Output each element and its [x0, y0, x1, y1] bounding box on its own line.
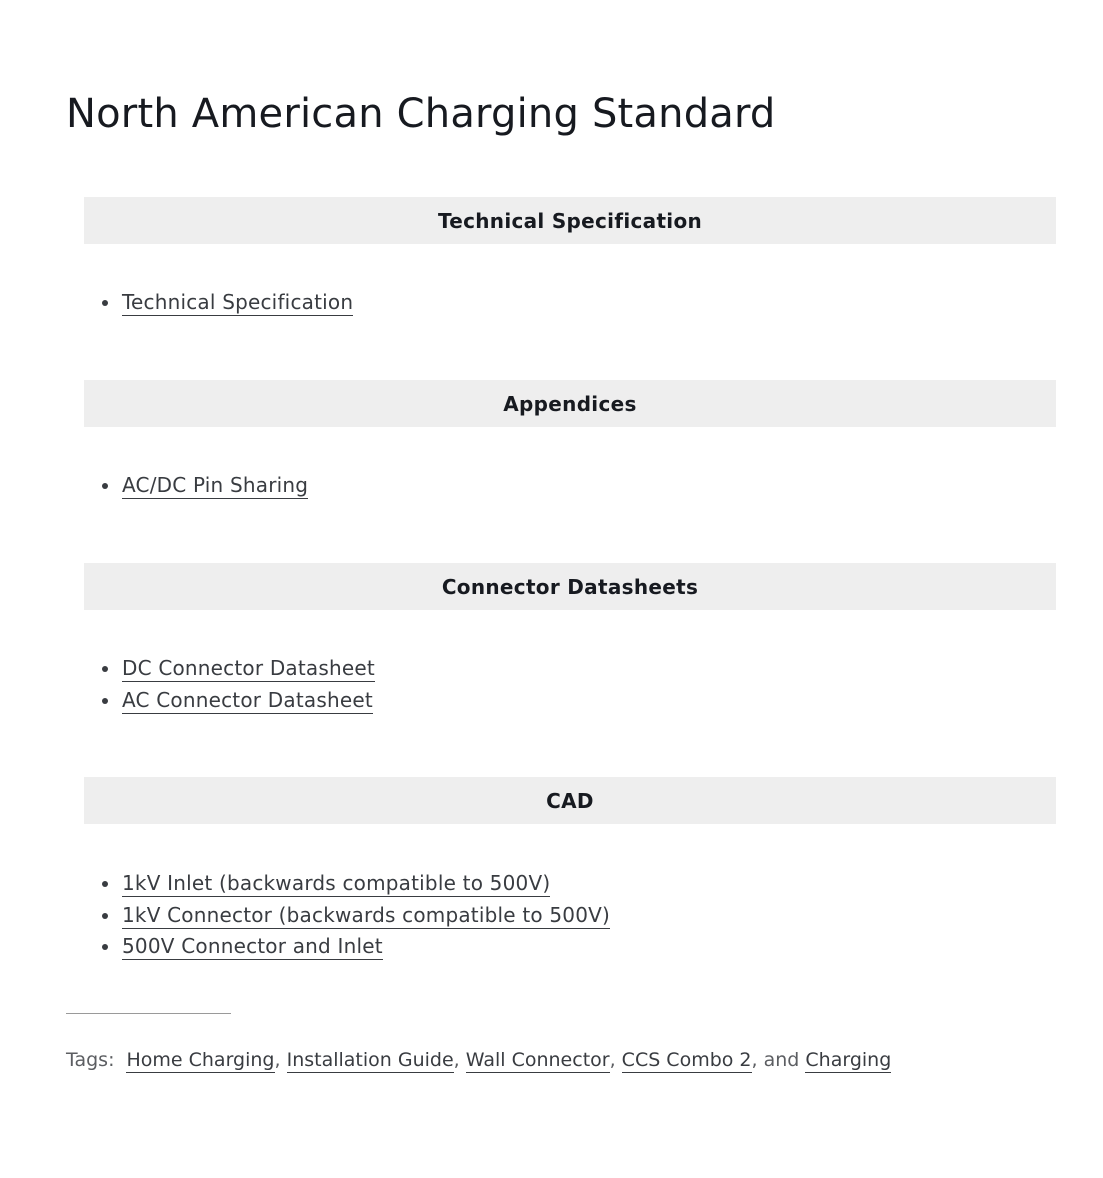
1kv-connector-link[interactable]: 1kV Connector (backwards compatible to 500V) [122, 902, 611, 927]
500v-connector-and-inlet-link[interactable]: 500V Connector and Inlet [122, 934, 383, 959]
tag-separator: , [453, 1049, 460, 1071]
list-item [122, 287, 353, 319]
tag-home-charging[interactable]: Home Charging [126, 1049, 275, 1071]
list-item [122, 868, 610, 900]
list-item [122, 685, 375, 717]
connector-datasheets-list [84, 653, 375, 716]
tag-separator: , [609, 1049, 616, 1071]
list-item [122, 931, 610, 963]
bullet-icon [102, 300, 108, 306]
technical-specification-link[interactable]: Technical Specification [122, 290, 354, 314]
cad-list [84, 868, 610, 963]
tag-installation-guide[interactable]: Installation Guide [286, 1049, 454, 1071]
tag-charging[interactable]: Charging [805, 1049, 892, 1071]
tag-wall-connector[interactable]: Wall Connector [465, 1049, 610, 1071]
section-header-cad: CAD [84, 777, 1056, 824]
bullet-icon [102, 913, 108, 919]
list-item [122, 900, 610, 932]
bullet-icon [102, 944, 108, 950]
divider [66, 1013, 231, 1014]
section-header-technical-specification: Technical Specification [84, 197, 1056, 244]
technical-specification-list [84, 287, 353, 319]
bullet-icon [102, 698, 108, 704]
page-title: North American Charging Standard [66, 91, 776, 137]
tag-conjunction: , and [751, 1049, 800, 1071]
bullet-icon [102, 483, 108, 489]
bullet-icon [102, 881, 108, 887]
ac-connector-datasheet-link[interactable]: AC Connector Datasheet [122, 687, 373, 712]
list-item [122, 470, 308, 502]
tag-separator: , [274, 1049, 281, 1071]
bullet-icon [102, 666, 108, 672]
tag-ccs-combo-2[interactable]: CCS Combo 2 [621, 1049, 752, 1071]
ac-dc-pin-sharing-link[interactable]: AC/DC Pin Sharing [122, 473, 309, 497]
dc-connector-datasheet-link[interactable]: DC Connector Datasheet [122, 656, 375, 680]
appendices-list [84, 470, 308, 502]
tags-label: Tags: [66, 1049, 115, 1071]
section-header-appendices: Appendices [84, 380, 1056, 427]
tags-row [66, 1045, 891, 1075]
list-item [122, 653, 375, 685]
1kv-inlet-link[interactable]: 1kV Inlet (backwards compatible to 500V) [122, 871, 551, 895]
section-header-connector-datasheets: Connector Datasheets [84, 563, 1056, 610]
